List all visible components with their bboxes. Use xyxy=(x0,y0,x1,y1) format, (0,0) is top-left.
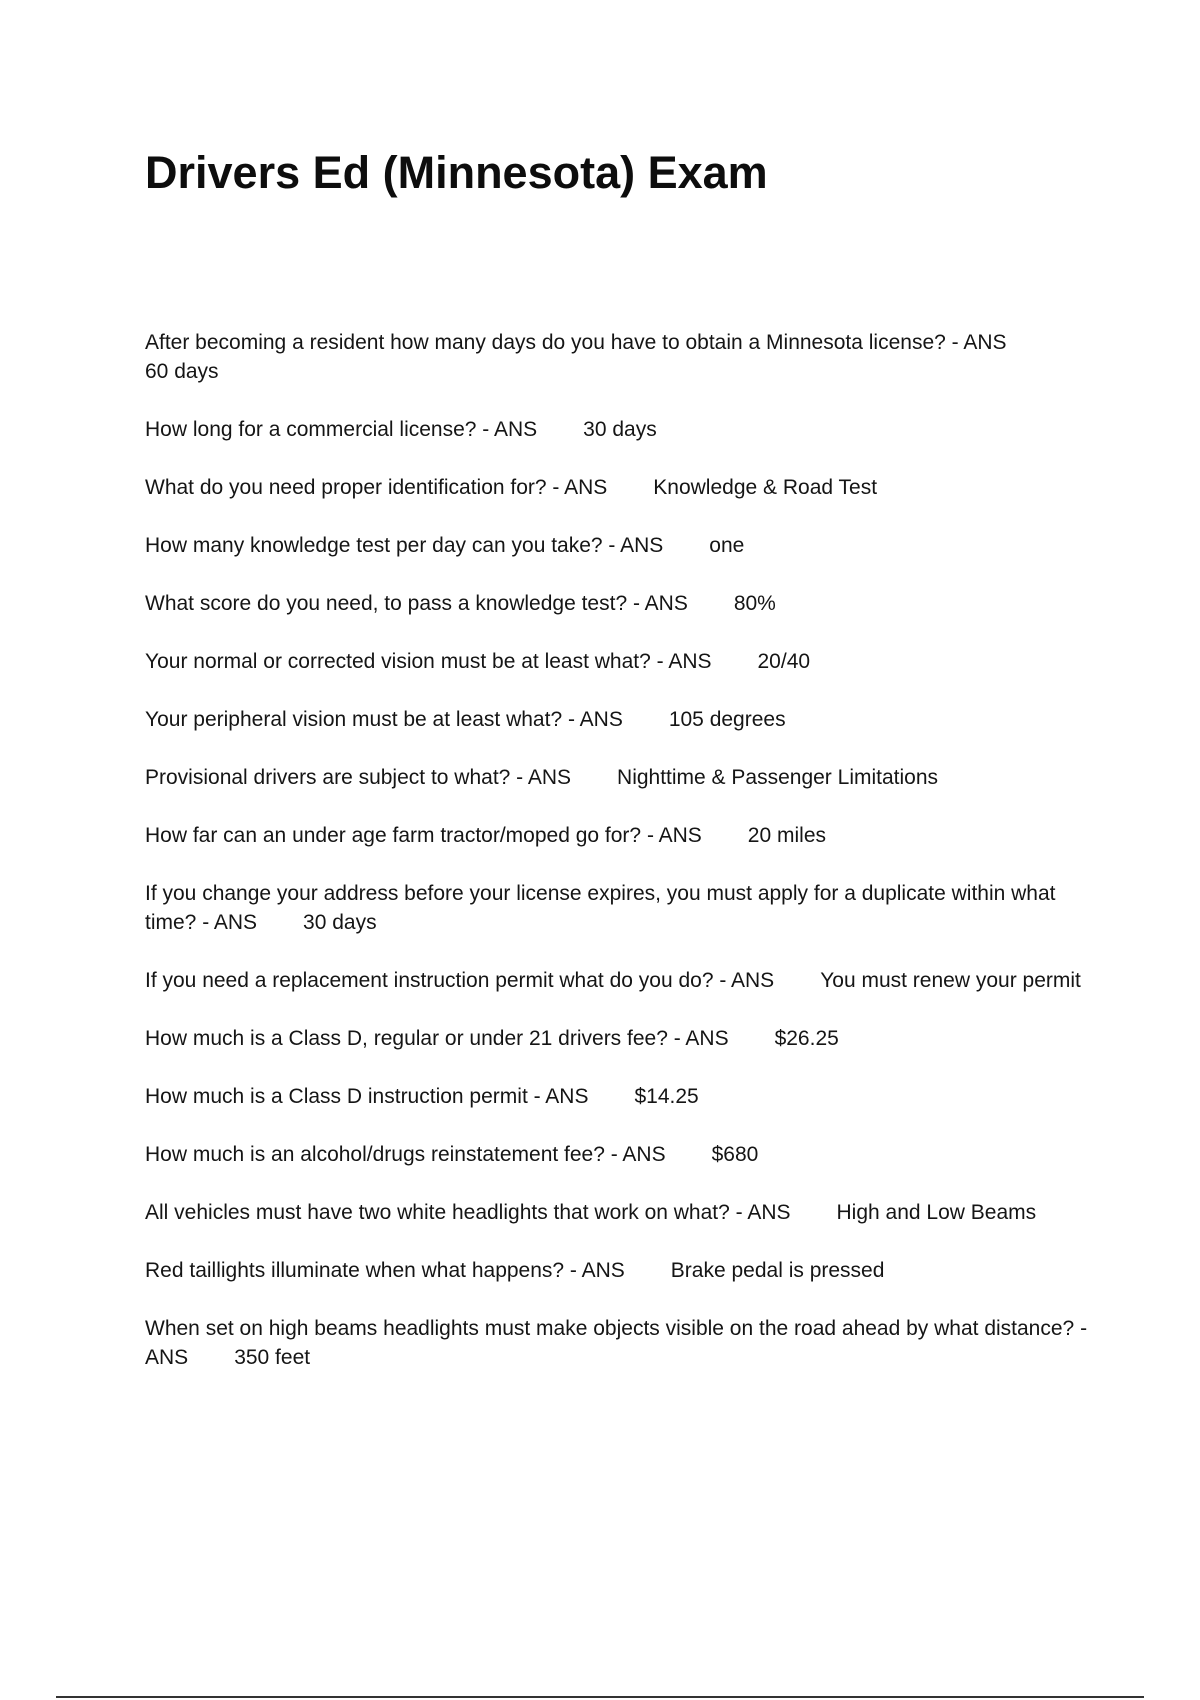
qa-item xyxy=(145,473,1105,502)
answer-text: $26.25 xyxy=(774,1027,839,1050)
question-text: After becoming a resident how many days do you have to obtain a Minnesota license? xyxy=(145,331,946,354)
answer-separator: - ANS xyxy=(564,1259,625,1282)
answer-separator: - ANS xyxy=(196,911,258,934)
answer-text: 20 miles xyxy=(747,824,826,847)
qa-item xyxy=(145,1198,1105,1227)
answer-text: 80% xyxy=(733,592,776,615)
qa-item xyxy=(145,1140,1105,1169)
answer-text: 350 feet xyxy=(234,1346,311,1369)
question-text: Your peripheral vision must be at least what? xyxy=(145,708,563,731)
qa-item xyxy=(145,328,1105,386)
question-text: When set on high beams headlights must make objects visible on the road ahead by what distance? xyxy=(145,1317,1075,1340)
answer-separator: - ANS xyxy=(510,766,572,789)
answer-text: High and Low Beams xyxy=(836,1201,1037,1224)
answer-separator: - ANS xyxy=(650,650,712,673)
question-text: How much is a Class D, regular or under 21 drivers fee? xyxy=(145,1027,668,1050)
question-text: How much is an alcohol/drugs reinstatement fee? xyxy=(145,1143,605,1166)
answer-text: Knowledge & Road Test xyxy=(653,476,878,499)
qa-item xyxy=(145,821,1105,850)
question-text: Your normal or corrected vision must be at least what? xyxy=(145,650,651,673)
qa-item xyxy=(145,1314,1105,1372)
answer-text: $680 xyxy=(711,1143,759,1166)
answer-separator: - ANS xyxy=(729,1201,791,1224)
qa-item xyxy=(145,1024,1105,1053)
qa-list xyxy=(145,328,1105,1401)
answer-separator: - ANS xyxy=(604,1143,666,1166)
qa-item xyxy=(145,1082,1105,1111)
answer-separator: - ANS xyxy=(627,592,688,615)
answer-text: Brake pedal is pressed xyxy=(670,1259,885,1282)
answer-separator: - ANS xyxy=(945,331,1007,354)
answer-text: 20/40 xyxy=(757,650,811,673)
answer-separator: - ANS xyxy=(641,824,702,847)
answer-separator: - ANS xyxy=(145,1317,1088,1369)
answer-text: 30 days xyxy=(303,911,377,934)
qa-item xyxy=(145,1256,1105,1285)
answer-text: one xyxy=(709,534,745,557)
question-text: All vehicles must have two white headlights that work on what? xyxy=(145,1201,730,1224)
qa-item xyxy=(145,705,1105,734)
question-text: How long for a commercial license? xyxy=(145,418,477,441)
qa-item xyxy=(145,879,1105,937)
question-text: How much is a Class D instruction permit xyxy=(145,1085,528,1108)
answer-text: Nighttime & Passenger Limitations xyxy=(617,766,939,789)
question-text: What do you need proper identification for? xyxy=(145,476,547,499)
question-text: What score do you need, to pass a knowledge test? xyxy=(145,592,628,615)
answer-separator: - ANS xyxy=(476,418,538,441)
answer-separator: - ANS xyxy=(562,708,623,731)
qa-item xyxy=(145,763,1105,792)
footer-divider xyxy=(56,1696,1144,1698)
answer-separator: - ANS xyxy=(667,1027,729,1050)
answer-text: 105 degrees xyxy=(668,708,786,731)
question-text: Provisional drivers are subject to what? xyxy=(145,766,511,789)
answer-separator: - ANS xyxy=(546,476,608,499)
question-text: Red taillights illuminate when what happens? xyxy=(145,1259,565,1282)
qa-item xyxy=(145,415,1105,444)
qa-item xyxy=(145,589,1105,618)
answer-text: 30 days xyxy=(583,418,657,441)
page-title: Drivers Ed (Minnesota) Exam xyxy=(145,147,768,198)
answer-separator: - ANS xyxy=(713,969,775,992)
question-text: If you need a replacement instruction permit what do you do? xyxy=(145,969,714,992)
answer-text: 60 days xyxy=(145,360,219,383)
qa-item xyxy=(145,966,1105,995)
answer-separator: - ANS xyxy=(527,1085,589,1108)
answer-text: You must renew your permit xyxy=(820,969,1081,992)
qa-item xyxy=(145,531,1105,560)
answer-separator: - ANS xyxy=(602,534,664,557)
question-text: How many knowledge test per day can you take? xyxy=(145,534,603,557)
qa-item xyxy=(145,647,1105,676)
question-text: If you change your address before your license expires, you must apply for a duplicate within what time? xyxy=(145,882,1056,934)
question-text: How far can an under age farm tractor/moped go for? xyxy=(145,824,642,847)
answer-text: $14.25 xyxy=(634,1085,699,1108)
